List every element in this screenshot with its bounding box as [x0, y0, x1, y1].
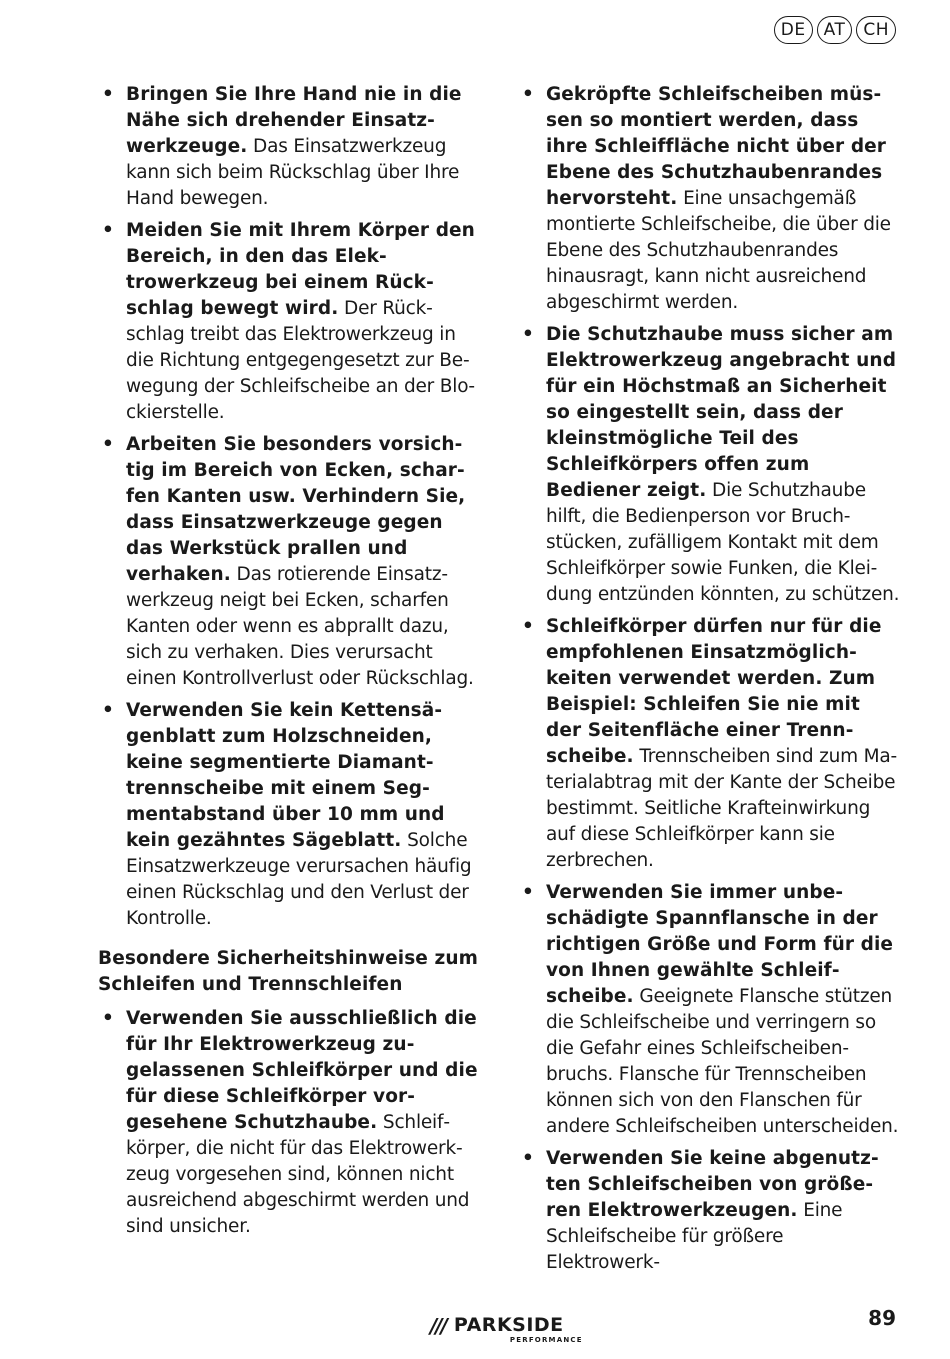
logo-text: [454, 1314, 583, 1344]
list-item: [98, 1006, 478, 1240]
item-bold-text: Arbeiten Sie besonders vorsichtig im Bereich von Ecken, scharfen Kanten usw. Verhindern Sie, dass Einsatzwerkzeuge gegen das Werkstück prallen und verhaken.: [126, 434, 466, 585]
logo-subtitle: PERFORMANCE: [509, 1336, 583, 1344]
country-tag-ch: CH: [856, 16, 896, 44]
country-tags: [774, 16, 896, 44]
list-item: [98, 82, 478, 212]
section-heading: Besondere Sicherheitshinweise zum Schleifen und Trennschleifen: [98, 948, 479, 995]
safety-list-3: [518, 82, 900, 1276]
item-text: Trennscheiben sind zum Materialabtrag mit der Kante der Scheibe bestimmt. Seitliche Krafteinwirkung auf diese Schleifkörper kann sie zerbrechen.: [546, 746, 898, 871]
safety-list-1: [98, 82, 478, 932]
list-item: [98, 432, 478, 692]
country-tag-at: AT: [817, 16, 853, 44]
item-text: Eine unsachgemäß montierte Schleifscheibe, die über die Ebene des Schutzhaubenrandes hinausragt, kann nicht ausreichend abgeschirmt werden.: [546, 188, 891, 313]
logo-brand: PARKSIDE: [453, 1314, 564, 1336]
item-bold-text: Meiden Sie mit Ihrem Körper den Bereich, in den das Elektrowerkzeug bei einem Rückschlag bewegt wird.: [126, 220, 475, 319]
item-text: Das Einsatzwerkzeug kann sich beim Rückschlag über Ihre Hand bewegen.: [126, 136, 460, 209]
item-bold-text: Verwenden Sie ausschließlich die für Ihr Elektrowerkzeug zugelassenen Schleifkörper und die für diese Schleifkörper vorgesehene Schutzhaube.: [126, 1008, 478, 1133]
list-item: [98, 218, 478, 426]
item-bold-text: Schleifkörper dürfen nur für die empfohlenen Einsatzmöglichkeiten verwendet werden. Zum Beispiel: Schleifen Sie nie mit der Seitenfläche einer Trennscheibe.: [546, 616, 882, 767]
item-text: Das rotierende Einsatzwerkzeug neigt bei Ecken, scharfen Kanten oder wenn es abprallt dazu, sich zu verhaken. Dies verursacht einen Kontrollverlust oder Rückschlag.: [126, 564, 474, 689]
left-column: [98, 82, 478, 1246]
item-text: Solche Einsatzwerkzeuge verursachen häufig einen Rückschlag und den Verlust der Kontrolle.: [126, 830, 472, 929]
item-text: Eine Schleifscheibe für größere Elektrowerk-: [546, 1200, 843, 1273]
item-bold-text: Die Schutzhaube muss sicher am Elektrowerkzeug angebracht und für ein Höchstmaß an Sicherheit so eingestellt sein, dass der kleinstmögliche Teil des Schleifkörpers offen zum Bediener zeigt.: [546, 324, 897, 501]
item-bold-text: Bringen Sie Ihre Hand nie in die Nähe sich drehender Einsatzwerkzeuge.: [126, 84, 462, 157]
parkside-logo: [430, 1314, 583, 1344]
list-item: [518, 614, 900, 874]
item-text: Geeignete Flansche stützen die Schleifscheibe und verringern so die Gefahr eines Schleifscheibenbruchs. Flansche für Trennscheiben können sich von den Flanschen für andere Schleifscheiben unterscheiden.: [546, 986, 899, 1137]
page-number: 89: [868, 1306, 896, 1330]
item-text: Schleifkörper, die nicht für das Elektrowerkzeug vorgesehen sind, können nicht ausreichend abgeschirmt werden und sind unsicher.: [126, 1112, 470, 1237]
item-bold-text: Gekröpfte Schleifscheiben müssen so montiert werden, dass ihre Schleiffläche nicht über der Ebene des Schutzhaubenrandes hervorsteht.: [546, 84, 887, 209]
logo-stripes-icon: ///: [430, 1314, 446, 1338]
list-item: [518, 322, 900, 608]
safety-list-2: [98, 1006, 478, 1240]
item-bold-text: Verwenden Sie kein Kettensägenblatt zum Holzschneiden, keine segmentierte Diamanttrennscheibe mit einem Segmentabstand über 10 mm und kein gezähntes Sägeblatt.: [126, 700, 445, 851]
item-bold-text: Verwenden Sie keine abgenutzten Schleifscheiben von größeren Elektrowerkzeugen.: [546, 1148, 879, 1221]
item-text: Die Schutzhaube hilft, die Bedienperson vor Bruchstücken, zufälligem Kontakt mit dem Schleifkörper sowie Funken, die Kleidung entzünden könnten, zu schützen.: [546, 480, 900, 605]
item-text: Der Rückschlag treibt das Elektrowerkzeug in die Richtung entgegengesetzt zur Bewegung der Schleifscheibe an der Blockierstelle.: [126, 298, 476, 423]
list-item: [518, 1146, 900, 1276]
list-item: [518, 82, 900, 316]
item-bold-text: Verwenden Sie immer unbeschädigte Spannflansche in der richtigen Größe und Form für die von Ihnen gewählte Schleifscheibe.: [546, 882, 894, 1007]
list-item: [518, 880, 900, 1140]
list-item: [98, 698, 478, 932]
right-column: [518, 82, 900, 1282]
country-tag-de: DE: [774, 16, 813, 44]
